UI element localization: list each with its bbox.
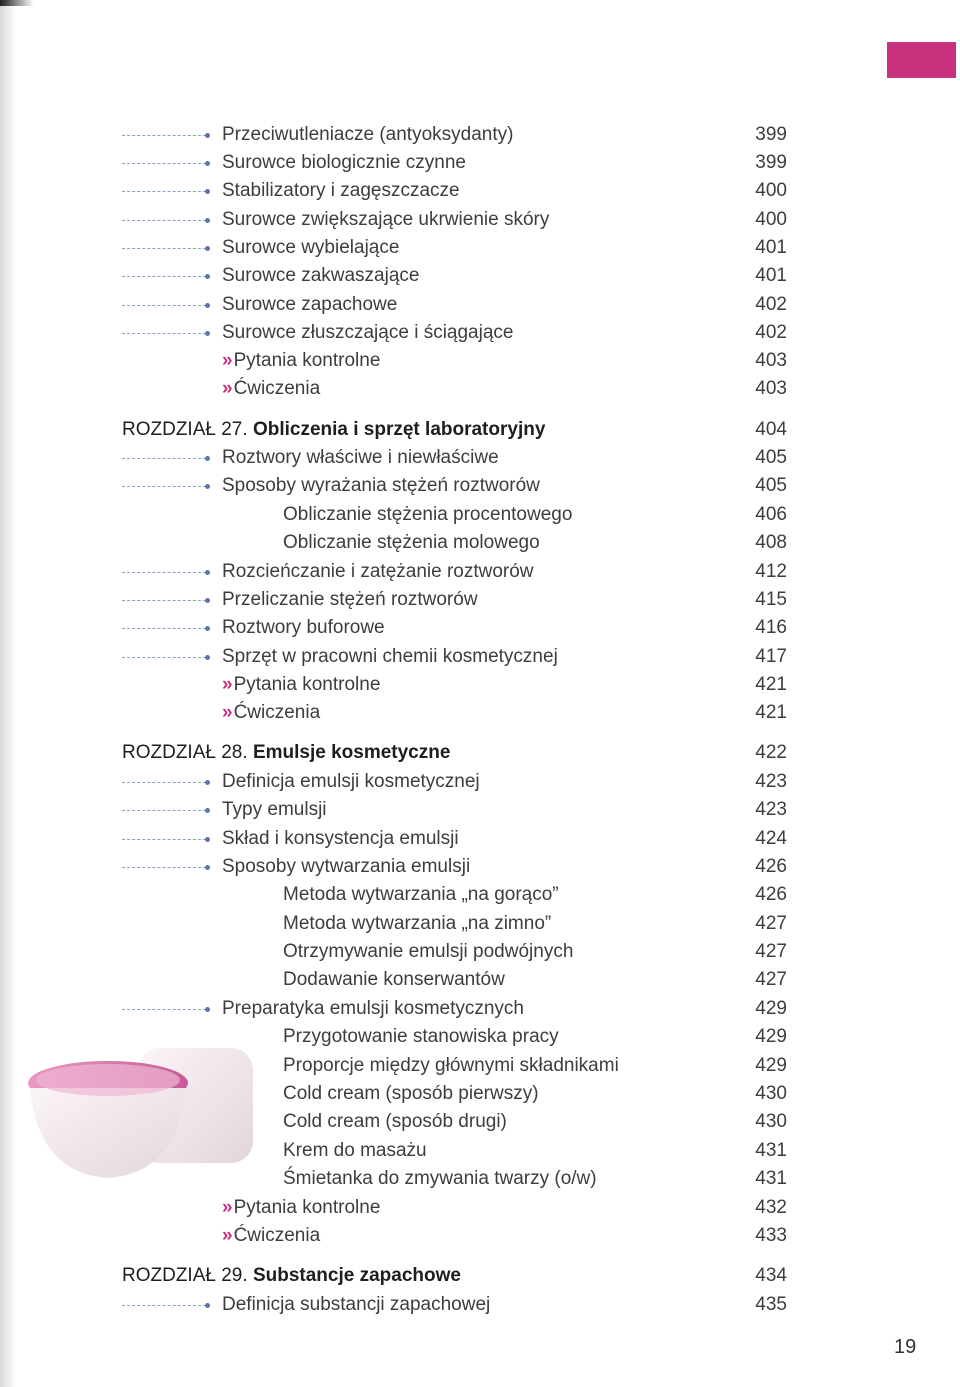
entry-title: Roztwory właściwe i niewłaściwe (222, 447, 499, 468)
page-number: 19 (894, 1336, 917, 1358)
toc-entry (0, 1137, 960, 1165)
entry-page-number: 427 (755, 941, 787, 962)
entry-page-number: 400 (755, 180, 787, 201)
chapter-title (122, 1262, 461, 1290)
leader-line (122, 1009, 206, 1010)
toc-entry (0, 671, 960, 699)
entry-page-number: 406 (755, 504, 787, 525)
review-entry-title (222, 1222, 320, 1250)
double-chevron-icon: » (222, 1197, 231, 1218)
entry-page-number: 408 (755, 532, 787, 553)
entry-title: Skład i konsystencja emulsji (222, 828, 459, 849)
entry-page-number: 427 (755, 913, 787, 934)
entry-page-number: 431 (755, 1168, 787, 1189)
toc-entry (0, 586, 960, 614)
entry-title: Ćwiczenia (233, 702, 321, 723)
entry-page-number: 401 (755, 265, 787, 286)
review-entry-title (222, 375, 320, 403)
entry-title: Ćwiczenia (233, 1225, 321, 1246)
leader-line (122, 600, 206, 601)
leader-line (122, 135, 206, 136)
entry-page-number: 429 (755, 1055, 787, 1076)
review-entry-title (222, 699, 320, 727)
toc-entry (0, 1222, 960, 1250)
entry-page-number: 402 (755, 294, 787, 315)
leader-line (122, 657, 206, 658)
toc-entry (0, 853, 960, 881)
entry-title: Ćwiczenia (233, 378, 321, 399)
chapter-name: Substancje zapachowe (252, 1265, 461, 1286)
leader-line (122, 486, 206, 487)
chapter-label: ROZDZIAŁ 27. (122, 419, 248, 440)
chapter-heading (0, 1262, 960, 1290)
entry-page-number: 403 (755, 350, 787, 371)
toc-entry (0, 938, 960, 966)
leader-line (122, 572, 206, 573)
entry-title: Pytania kontrolne (233, 1197, 381, 1218)
toc-entry (0, 995, 960, 1023)
entry-page-number: 415 (755, 589, 787, 610)
toc-entry (0, 444, 960, 472)
review-entry-title (222, 347, 380, 375)
toc-entry (0, 910, 960, 938)
review-entry-title (222, 1194, 380, 1222)
double-chevron-icon: » (222, 1225, 231, 1246)
entry-title: Typy emulsji (222, 799, 327, 820)
entry-title: Cold cream (sposób drugi) (283, 1111, 507, 1132)
chapter-heading (0, 739, 960, 767)
toc-entry (0, 1052, 960, 1080)
toc-entry (0, 291, 960, 319)
leader-line (122, 191, 206, 192)
leader-line (122, 810, 206, 811)
toc-entry (0, 768, 960, 796)
entry-page-number: 424 (755, 828, 787, 849)
leader-line (122, 305, 206, 306)
entry-page-number: 404 (755, 419, 787, 440)
leader-line (122, 839, 206, 840)
toc-entry (0, 699, 960, 727)
toc-entry (0, 1023, 960, 1051)
entry-page-number: 401 (755, 237, 787, 258)
toc-entry (0, 529, 960, 557)
chapter-title (122, 416, 545, 444)
double-chevron-icon: » (222, 378, 231, 399)
entry-page-number: 434 (755, 1265, 787, 1286)
chapter-tab-marker (887, 42, 956, 78)
toc-entry (0, 796, 960, 824)
toc-entry (0, 1080, 960, 1108)
entry-title: Surowce złuszczające i ściągające (222, 322, 514, 343)
toc-entry (0, 177, 960, 205)
toc-entry (0, 149, 960, 177)
toc-entry (0, 558, 960, 586)
entry-title: Krem do masażu (283, 1140, 427, 1161)
double-chevron-icon: » (222, 702, 231, 723)
review-entry-title (222, 671, 380, 699)
leader-line (122, 333, 206, 334)
entry-title: Metoda wytwarzania „na gorąco” (283, 884, 559, 905)
entry-page-number: 431 (755, 1140, 787, 1161)
entry-page-number: 433 (755, 1225, 787, 1246)
entry-page-number: 430 (755, 1083, 787, 1104)
toc-entry (0, 614, 960, 642)
leader-line (122, 458, 206, 459)
entry-page-number: 417 (755, 646, 787, 667)
entry-page-number: 405 (755, 447, 787, 468)
entry-page-number: 435 (755, 1294, 787, 1315)
entry-title: Surowce wybielające (222, 237, 400, 258)
chapter-title (122, 739, 450, 767)
toc-entry (0, 501, 960, 529)
entry-title: Sprzęt w pracowni chemii kosmetycznej (222, 646, 558, 667)
toc-entry (0, 1108, 960, 1136)
leader-line (122, 867, 206, 868)
entry-title: Metoda wytwarzania „na zimno” (283, 913, 552, 934)
entry-page-number: 429 (755, 1026, 787, 1047)
entry-page-number: 412 (755, 561, 787, 582)
entry-title: Rozcieńczanie i zatężanie roztworów (222, 561, 534, 582)
chapter-label: ROZDZIAŁ 28. (122, 742, 248, 763)
entry-page-number: 405 (755, 475, 787, 496)
chapter-heading (0, 416, 960, 444)
toc-entry (0, 319, 960, 347)
entry-title: Przeciwutleniacze (antyoksydanty) (222, 124, 514, 145)
toc-entry (0, 347, 960, 375)
entry-page-number: 427 (755, 969, 787, 990)
entry-title: Preparatyka emulsji kosmetycznych (222, 998, 524, 1019)
entry-title: Obliczanie stężenia procentowego (283, 504, 573, 525)
entry-page-number: 422 (755, 742, 787, 763)
leader-line (122, 628, 206, 629)
entry-title: Cold cream (sposób pierwszy) (283, 1083, 539, 1104)
entry-title: Przeliczanie stężeń roztworów (222, 589, 478, 610)
entry-title: Proporcje między głównymi składnikami (283, 1055, 619, 1076)
toc-entry (0, 1165, 960, 1193)
toc-entry (0, 1194, 960, 1222)
toc-entry (0, 121, 960, 149)
toc-entry (0, 206, 960, 234)
entry-page-number: 399 (755, 124, 787, 145)
entry-page-number: 430 (755, 1111, 787, 1132)
entry-page-number: 426 (755, 856, 787, 877)
entry-page-number: 400 (755, 209, 787, 230)
toc-entry (0, 234, 960, 262)
entry-page-number: 403 (755, 378, 787, 399)
chapter-name: Obliczenia i sprzęt laboratoryjny (252, 419, 546, 440)
entry-title: Roztwory buforowe (222, 617, 385, 638)
entry-title: Pytania kontrolne (233, 350, 381, 371)
entry-title: Pytania kontrolne (233, 674, 381, 695)
toc-entry (0, 1291, 960, 1319)
leader-line (122, 1305, 206, 1306)
entry-title: Obliczanie stężenia molowego (283, 532, 540, 553)
entry-title: Definicja substancji zapachowej (222, 1294, 491, 1315)
entry-title: Surowce zakwaszające (222, 265, 420, 286)
entry-page-number: 423 (755, 799, 787, 820)
entry-title: Surowce biologicznie czynne (222, 152, 466, 173)
toc-entry (0, 375, 960, 403)
entry-page-number: 432 (755, 1197, 787, 1218)
entry-title: Sposoby wytwarzania emulsji (222, 856, 471, 877)
toc-entry (0, 825, 960, 853)
entry-page-number: 423 (755, 771, 787, 792)
double-chevron-icon: » (222, 350, 231, 371)
entry-title: Śmietanka do zmywania twarzy (o/w) (283, 1168, 597, 1189)
leader-line (122, 248, 206, 249)
entry-page-number: 421 (755, 702, 787, 723)
entry-title: Otrzymywanie emulsji podwójnych (283, 941, 574, 962)
entry-title: Przygotowanie stanowiska pracy (283, 1026, 559, 1047)
entry-page-number: 426 (755, 884, 787, 905)
toc-entry (0, 966, 960, 994)
corner-mark (0, 0, 34, 6)
entry-title: Definicja emulsji kosmetycznej (222, 771, 480, 792)
entry-title: Surowce zwiększające ukrwienie skóry (222, 209, 550, 230)
entry-page-number: 402 (755, 322, 787, 343)
leader-line (122, 782, 206, 783)
chapter-label: ROZDZIAŁ 29. (122, 1265, 248, 1286)
toc-entry (0, 881, 960, 909)
entry-page-number: 399 (755, 152, 787, 173)
double-chevron-icon: » (222, 674, 231, 695)
entry-page-number: 429 (755, 998, 787, 1019)
leader-line (122, 220, 206, 221)
entry-page-number: 416 (755, 617, 787, 638)
entry-title: Dodawanie konserwantów (283, 969, 505, 990)
leader-line (122, 276, 206, 277)
entry-title: Surowce zapachowe (222, 294, 398, 315)
toc-entry (0, 472, 960, 500)
entry-title: Sposoby wyrażania stężeń roztworów (222, 475, 540, 496)
leader-line (122, 163, 206, 164)
toc-entry (0, 643, 960, 671)
entry-page-number: 421 (755, 674, 787, 695)
toc-entry (0, 262, 960, 290)
entry-title: Stabilizatory i zagęszczacze (222, 180, 460, 201)
chapter-name: Emulsje kosmetyczne (252, 742, 451, 763)
